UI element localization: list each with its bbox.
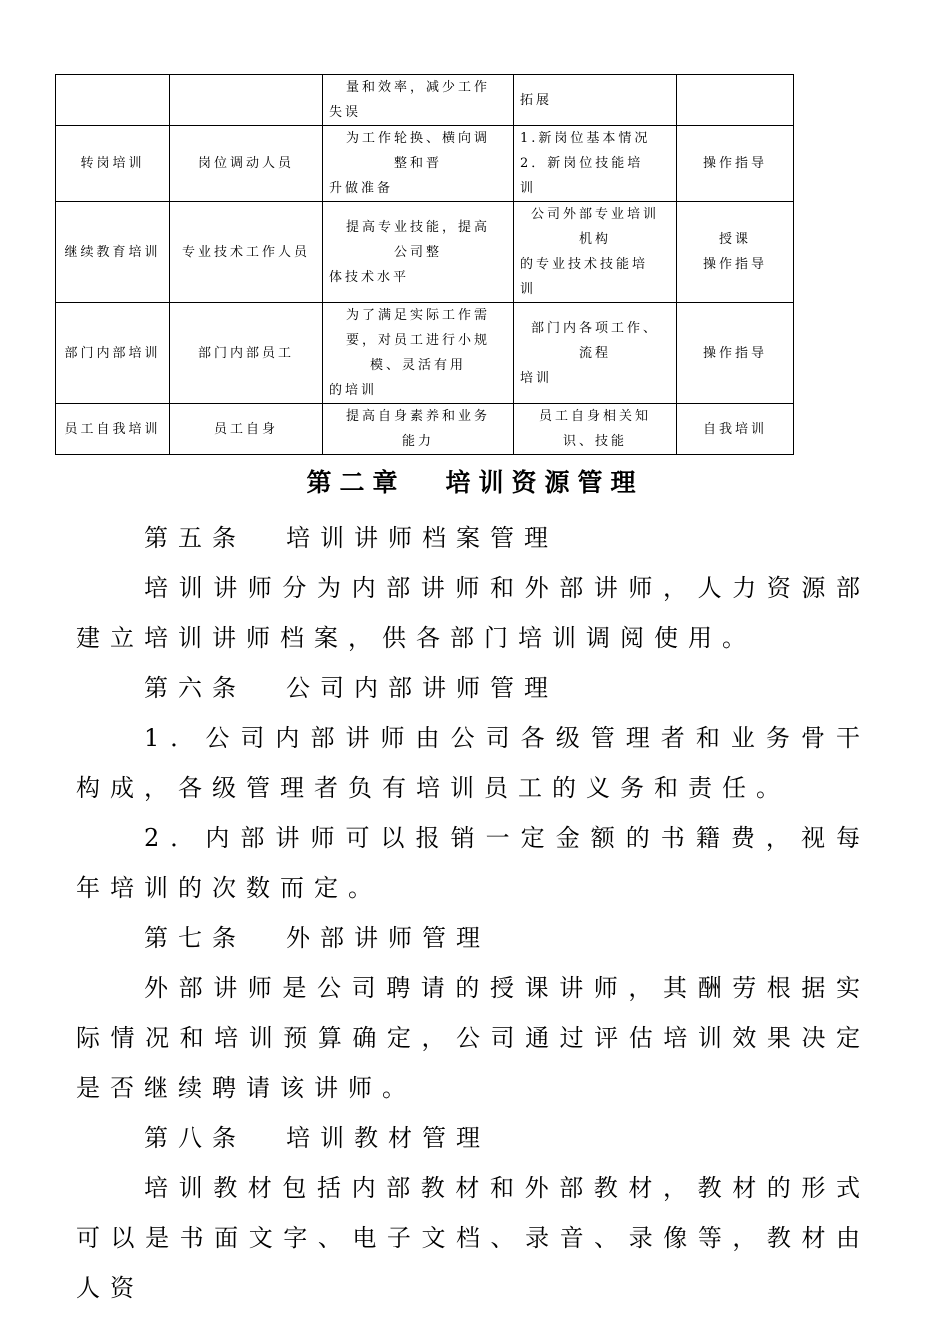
training-table [55,74,794,455]
cell-line: 体技术水平 [329,269,410,285]
cell-line: 操作指导 [702,156,767,171]
article-title: 培训讲师档案管理 [286,524,558,552]
article-label: 第五条 [144,524,246,552]
table-cell [514,202,677,303]
cell-line: 培训 [520,370,553,386]
cell-line: 为了满足实际工作需 [345,308,490,323]
table-cell [514,75,677,126]
table-cell: 岗位调动人员 [170,126,323,202]
cell-line: 为工作轮换、横向调 [345,131,490,146]
cell-line: 拓展 [520,92,553,108]
paragraph: 1．公司内部讲师由公司各级管理者和业务骨干构成，各级管理者负有培训员工的义务和责任。 [76,724,870,802]
table-cell [677,75,794,126]
cell-line: 员工自身相关知 [538,409,651,424]
table-cell [323,202,514,303]
cell-line: 提高自身素养和业务 [345,409,490,424]
table-row [56,303,794,404]
cell-line: 公司外部专业培训 [530,207,659,222]
table-cell [514,126,677,202]
cell-line: 自我培训 [702,421,767,437]
table-cell: 部门内部员工 [170,303,323,404]
cell-line: 的培训 [329,383,378,398]
table-cell: 专业技术工作人员 [170,202,323,303]
table-row [56,75,794,126]
table-cell [323,303,514,404]
table-cell [323,404,514,455]
table-cell [677,303,794,404]
article-heading [76,913,870,963]
article-title: 培训教材管理 [286,1124,490,1152]
cell-line: 识、技能 [562,434,627,449]
cell-line: 训 [520,282,537,297]
cell-line: 要，对员工进行小规 [345,333,490,348]
article-label: 第七条 [144,924,246,952]
table-cell [170,75,323,126]
cell-line: 操作指导 [702,345,767,361]
cell-line: 整和晋 [393,156,442,171]
cell-line: 能力 [401,434,434,449]
cell-line: 流程 [578,345,611,361]
table-cell [677,404,794,455]
cell-line: 量和效率，减少工作 [345,80,490,95]
chapter-title: 培训资源管理 [445,468,644,497]
cell-line: 公司整 [393,244,442,260]
article-heading [76,513,870,563]
table-cell [677,202,794,303]
paragraph: 2．内部讲师可以报销一定金额的书籍费，视每年培训的次数而定。 [76,824,870,902]
table-row [56,126,794,202]
table-cell [323,75,514,126]
cell-line: 模、灵活有用 [369,358,466,373]
chapter-number: 第二章 [306,468,406,497]
cell-line: 失误 [329,105,362,120]
article-title: 外部讲师管理 [286,924,490,952]
table-row [56,404,794,455]
article-heading [76,663,870,713]
table-cell: 部门内部培训 [56,303,170,404]
article-label: 第六条 [144,674,246,702]
table-cell: 员工自我培训 [56,404,170,455]
cell-line: 部门内各项工作、 [530,320,659,336]
article-heading [76,1113,870,1163]
cell-line: 授课 [718,232,751,247]
table-cell [514,303,677,404]
table-cell [323,126,514,202]
table-cell [677,126,794,202]
paragraph: 外部讲师是公司聘请的授课讲师，其酬劳根据实际情况和培训预算确定，公司通过评估培训效果决定是否继续聘请该讲师。 [76,974,870,1102]
article-label: 第八条 [144,1124,246,1152]
paragraph: 培训讲师分为内部讲师和外部讲师，人力资源部建立培训讲师档案，供各部门培训调阅使用。 [76,574,870,652]
paragraph: 培训教材包括内部教材和外部教材，教材的形式可以是书面文字、电子文档、录音、录像等，教材由人资 [76,1174,870,1302]
table-cell: 转岗培训 [56,126,170,202]
cell-line: 操作指导 [702,257,767,272]
table-cell [56,75,170,126]
table-row [56,202,794,303]
cell-line: 升做准备 [329,181,394,196]
document-body [76,513,870,1313]
chapter-heading [0,466,950,500]
article-title: 公司内部讲师管理 [286,674,558,702]
cell-line: 1.新岗位基本情况 [520,131,651,146]
cell-line: 的专业技术技能培 [520,257,649,272]
table-cell [514,404,677,455]
cell-line: 机构 [578,232,611,247]
table-cell: 员工自身 [170,404,323,455]
table-cell: 继续教育培训 [56,202,170,303]
cell-line: 2．新岗位技能培 [520,156,644,171]
cell-line: 提高专业技能，提高 [345,219,490,235]
cell-line: 训 [520,181,537,196]
